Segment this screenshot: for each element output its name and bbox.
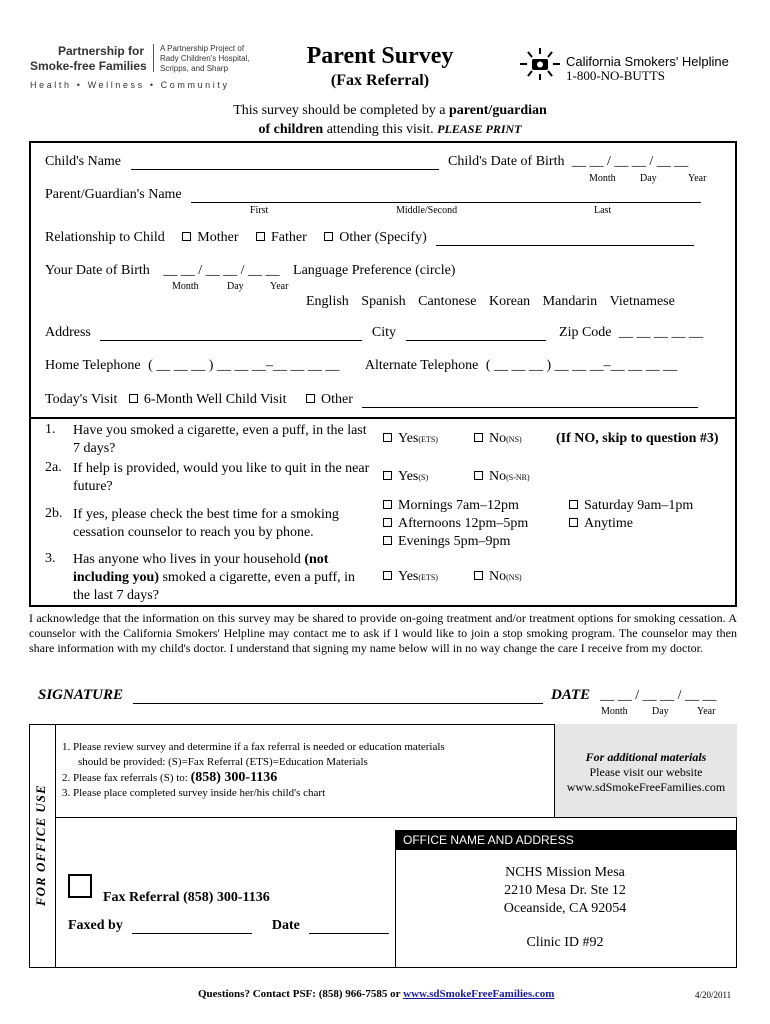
- office-instruction-3: 3. Please place completed survey inside her/his child's chart: [62, 787, 326, 799]
- q1-no-checkbox[interactable]: [474, 433, 483, 442]
- page-subtitle: (Fax Referral): [330, 72, 430, 89]
- signature-date-month: Month: [601, 706, 628, 717]
- q2a-number: 2a.: [45, 460, 62, 475]
- guardian-name-input[interactable]: [191, 202, 701, 203]
- fax-referral-label: Fax Referral (858) 300-1136: [103, 890, 270, 905]
- child-dob-month: Month: [589, 173, 616, 184]
- signature-date-row: [551, 686, 716, 704]
- helpline-phone: 1-800-NO-BUTTS: [566, 68, 665, 83]
- guardian-first: First: [250, 205, 269, 216]
- child-name-row: [45, 154, 688, 170]
- q2b-times-left: [383, 497, 528, 551]
- other-visit-label: Other: [321, 392, 353, 407]
- telephone-row: [45, 358, 677, 374]
- language-option-vietnamese[interactable]: Vietnamese: [609, 294, 675, 309]
- father-label: Father: [271, 230, 307, 245]
- guardian-middle: Middle/Second: [396, 205, 458, 216]
- mother-checkbox[interactable]: [182, 232, 191, 241]
- time-option-saturday: Saturday 9am–1pm: [569, 497, 693, 515]
- q2a-no-option: No(S-NR): [474, 469, 530, 485]
- time-option-afternoons: Afternoons 12pm–5pm: [383, 515, 528, 533]
- home-tel-label: Home Telephone: [45, 358, 141, 373]
- other-relationship-checkbox[interactable]: [324, 232, 333, 241]
- questions-divider: [29, 417, 737, 419]
- signature-date-day: Day: [652, 706, 669, 717]
- signature-date-input[interactable]: __ __ / __ __ / __ __: [600, 688, 717, 703]
- signature-input[interactable]: [133, 703, 543, 704]
- relationship-row: [45, 230, 694, 246]
- q2b-number: 2b.: [45, 506, 63, 521]
- phone-burst-icon: [518, 46, 562, 82]
- language-option-mandarin[interactable]: Mandarin: [542, 294, 598, 309]
- faxed-date-label: Date: [271, 918, 300, 933]
- q1-no-option: No(NS): [474, 431, 522, 447]
- psf-org-line1: Partnership for: [58, 44, 145, 58]
- q1-text: Have you smoked a cigarette, even a puff, in the last 7 days?: [73, 423, 367, 456]
- evenings-checkbox[interactable]: [383, 536, 392, 545]
- time-option-mornings: Mornings 7am–12pm: [383, 497, 528, 515]
- office-name: NCHS Mission Mesa: [505, 865, 625, 880]
- form-box: [29, 141, 737, 419]
- alt-tel-input[interactable]: ( __ __ __ ) __ __ __–__ __ __ __: [485, 358, 678, 373]
- helpline-logo: [518, 46, 748, 86]
- home-tel-input[interactable]: ( __ __ __ ) __ __ __–__ __ __ __: [148, 358, 340, 373]
- faxed-by-input[interactable]: [132, 933, 252, 934]
- city-label: City: [371, 325, 397, 340]
- q3-number: 3.: [45, 551, 56, 566]
- acknowledgement-text: I acknowledge that the information on this survey may be shared to provide on-going treatment and/or treatment options for smoking cessation. A counselor with the California Smokers' Helpline may contact me to ask if I would like to join a stop smoking program. The counselor may then share information with my child's doctor. I understand that signing my name below will in no way change the care I receive from my doctor.: [29, 611, 737, 655]
- guardian-last: Last: [594, 205, 612, 216]
- psf-project-line2: Rady Children's Hospital,: [160, 54, 250, 63]
- child-dob-label: Child's Date of Birth: [448, 154, 565, 169]
- father-checkbox[interactable]: [256, 232, 265, 241]
- mother-label: Mother: [197, 230, 239, 245]
- anytime-checkbox[interactable]: [569, 518, 578, 527]
- psf-org-line2: Smoke-free Families: [30, 59, 147, 73]
- todays-visit-label: Today's Visit: [45, 392, 118, 407]
- faxed-by-label: Faxed by: [68, 918, 123, 933]
- q1-yes-option: Yes(ETS): [383, 431, 438, 447]
- clinic-id: Clinic ID #92: [526, 935, 604, 950]
- faxed-date-input[interactable]: [309, 933, 389, 934]
- footer-link[interactable]: www.sdSmokeFreeFamilies.com: [403, 988, 555, 1000]
- time-option-anytime: Anytime: [569, 515, 693, 533]
- q2b-times-right: [569, 497, 693, 533]
- psf-project-line1: A Partnership Project of: [160, 44, 245, 53]
- saturday-checkbox[interactable]: [569, 500, 578, 509]
- signature-row: [38, 686, 543, 704]
- office-instructions: [62, 740, 472, 801]
- q1-number: 1.: [45, 422, 56, 437]
- materials-line2: Please visit our website: [589, 765, 703, 779]
- materials-title: For additional materials: [585, 750, 707, 764]
- address-label: Address: [45, 325, 91, 340]
- relationship-label: Relationship to Child: [45, 230, 165, 245]
- signature-date-label: DATE: [551, 687, 591, 703]
- q3-yes-checkbox[interactable]: [383, 571, 392, 580]
- child-name-label: Child's Name: [45, 154, 122, 169]
- time-option-evenings: Evenings 5pm–9pm: [383, 533, 528, 551]
- signature-label: SIGNATURE: [38, 687, 124, 703]
- footer-questions: Questions? Contact PSF: (858) 966-7585 or: [198, 988, 404, 1000]
- q2a-no-checkbox[interactable]: [474, 471, 483, 480]
- office-instruction-2: 2. Please fax referrals (S) to: (858) 300-1136: [62, 770, 278, 785]
- guardian-label: Parent/Guardian's Name: [45, 187, 182, 202]
- faxed-by-row: [68, 918, 389, 934]
- well-child-label: 6-Month Well Child Visit: [143, 392, 287, 407]
- q1-yes-checkbox[interactable]: [383, 433, 392, 442]
- language-label: Language Preference (circle): [293, 263, 456, 278]
- child-dob-input[interactable]: __ __ / __ __ / __ __: [571, 154, 689, 169]
- well-child-checkbox[interactable]: [129, 394, 138, 403]
- q2a-text: If help is provided, would you like to quit in the near future?: [73, 461, 370, 494]
- q3-no-checkbox[interactable]: [474, 571, 483, 580]
- helpline-name: California Smokers' Helpline: [566, 54, 729, 69]
- guardian-row: [45, 187, 701, 203]
- q3-text: Has anyone who lives in your household (not including you) smoked a cigarette, even a puff, in the last 7 days?: [73, 552, 356, 603]
- q2a-yes-checkbox[interactable]: [383, 471, 392, 480]
- language-options: [306, 294, 675, 310]
- footer-date: 4/20/2011: [695, 990, 732, 1000]
- footer-contact: [198, 988, 554, 1000]
- signature-date-year: Year: [697, 706, 716, 717]
- psf-project-line3: Scripps, and Sharp: [160, 64, 229, 73]
- office-address: [450, 864, 680, 952]
- your-dob-day: Day: [227, 281, 244, 292]
- materials-info: [555, 750, 737, 795]
- other-visit-input[interactable]: [362, 407, 698, 408]
- page-title: Parent Survey: [306, 43, 454, 69]
- language-option-english[interactable]: English: [306, 294, 349, 309]
- mornings-checkbox[interactable]: [383, 500, 392, 509]
- office-address-header: OFFICE NAME AND ADDRESS: [395, 830, 737, 850]
- address-row: [45, 325, 703, 341]
- office-instruction-1: 1. Please review survey and determine if a fax referral is needed or education materials should be provided: (S)=Fax Referral (ETS)=Education Materials: [62, 741, 445, 768]
- office-use-vertical-label: FOR OFFICE USE: [33, 784, 48, 906]
- other-specify-label: Other (Specify): [339, 230, 427, 245]
- q3-yes-option: Yes(ETS): [383, 569, 438, 585]
- other-visit-checkbox[interactable]: [306, 394, 315, 403]
- zip-label: Zip Code: [559, 325, 612, 340]
- your-dob-year: Year: [270, 281, 289, 292]
- psf-tagline: Health • Wellness • Community: [30, 80, 230, 90]
- your-dob-input[interactable]: __ __ / __ __ / __ __: [163, 263, 280, 278]
- fax-referral-checkbox[interactable]: [68, 874, 92, 898]
- language-option-korean[interactable]: Korean: [488, 294, 531, 309]
- zip-input[interactable]: __ __ __ __ __: [619, 325, 704, 340]
- q2a-yes-option: Yes(S): [383, 469, 428, 485]
- address-input[interactable]: [100, 340, 362, 341]
- todays-visit-row: [45, 392, 698, 408]
- your-dob-row: [45, 263, 455, 279]
- intro-text: This survey should be completed by a parent/guardian of children attending this visit. PLEASE PRINT: [233, 103, 547, 137]
- language-option-cantonese[interactable]: Cantonese: [418, 294, 477, 309]
- office-city: Oceanside, CA 92054: [503, 901, 627, 916]
- child-dob-day: Day: [640, 173, 657, 184]
- office-street: 2210 Mesa Dr. Ste 12: [504, 883, 626, 898]
- child-name-input[interactable]: [131, 169, 439, 170]
- alt-tel-label: Alternate Telephone: [364, 358, 479, 373]
- your-dob-label: Your Date of Birth: [45, 263, 150, 278]
- q2b-text: If yes, please check the best time for a smoking cessation counselor to reach you by phone.: [73, 507, 339, 540]
- city-input[interactable]: [406, 340, 546, 341]
- other-relationship-input[interactable]: [436, 245, 694, 246]
- afternoons-checkbox[interactable]: [383, 518, 392, 527]
- logo-divider: [153, 44, 154, 72]
- language-option-spanish[interactable]: Spanish: [361, 294, 406, 309]
- materials-url[interactable]: www.sdSmokeFreeFamilies.com: [566, 780, 726, 794]
- child-dob-year: Year: [688, 173, 707, 184]
- q1-skip-note: (If NO, skip to question #3): [556, 431, 719, 446]
- q3-no-option: No(NS): [474, 569, 522, 585]
- psf-logo: [30, 44, 260, 94]
- your-dob-month: Month: [172, 281, 199, 292]
